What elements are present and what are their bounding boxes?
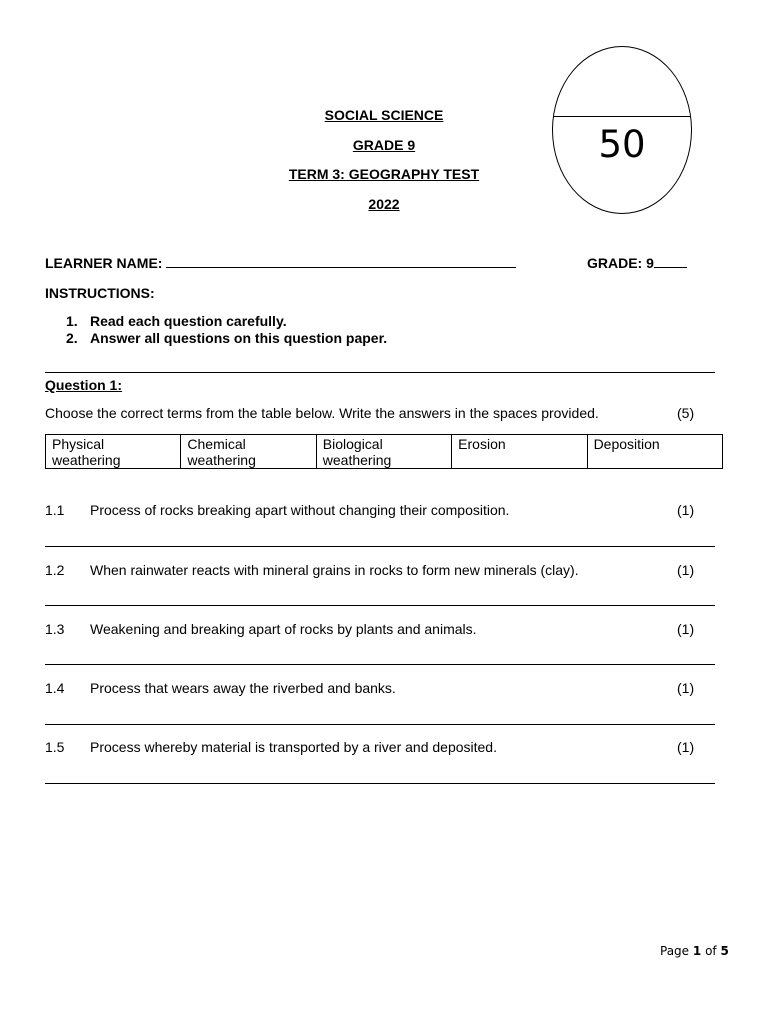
grade-title: GRADE 9	[352, 137, 416, 153]
subject-title: SOCIAL SCIENCE	[324, 107, 444, 123]
term-cell: Chemical weathering	[181, 435, 316, 469]
item-text: Process whereby material is transported by a river and deposited.	[90, 739, 497, 755]
instruction-item: 2. Answer all questions on this question paper.	[66, 330, 388, 346]
instruction-item: 1. Read each question carefully.	[66, 313, 287, 329]
item-number: 1.3	[45, 621, 65, 637]
question-marks: (5)	[677, 405, 695, 421]
learner-name-row	[45, 255, 516, 271]
answer-line[interactable]	[45, 546, 715, 547]
instructions-title: INSTRUCTIONS:	[45, 285, 155, 301]
page-footer: Page 1 of 5	[660, 944, 729, 958]
item-number: 1.4	[45, 680, 65, 696]
test-title: TERM 3: GEOGRAPHY TEST	[288, 166, 480, 182]
item-marks: (1)	[677, 502, 695, 518]
item-number: 1.5	[45, 739, 65, 755]
answer-line[interactable]	[45, 605, 715, 606]
page-total: 5	[720, 944, 729, 958]
item-text: Weakening and breaking apart of rocks by plants and animals.	[90, 621, 477, 637]
year-title: 2022	[368, 196, 400, 212]
item-text: When rainwater reacts with mineral grains in rocks to form new minerals (clay).	[90, 562, 579, 578]
grade-label: GRADE: 9	[587, 255, 654, 271]
term-cell: Deposition	[587, 435, 722, 469]
item-text: Process that wears away the riverbed and banks.	[90, 680, 396, 696]
term-cell: Physical weathering	[46, 435, 181, 469]
item-number: 1.1	[45, 502, 65, 518]
learner-name-blank[interactable]	[166, 255, 516, 268]
grade-row	[587, 255, 687, 271]
section-divider	[45, 372, 715, 373]
question-title: Question 1:	[45, 377, 123, 393]
answer-line[interactable]	[45, 724, 715, 725]
item-marks: (1)	[677, 739, 695, 755]
item-marks: (1)	[677, 680, 695, 696]
score-total: 50	[598, 123, 646, 166]
grade-blank[interactable]	[654, 255, 687, 268]
item-marks: (1)	[677, 621, 695, 637]
item-text: Process of rocks breaking apart without changing their composition.	[90, 502, 510, 518]
item-marks: (1)	[677, 562, 695, 578]
learner-name-label: LEARNER NAME:	[45, 255, 163, 271]
item-number: 1.2	[45, 562, 65, 578]
terms-table	[45, 434, 723, 469]
term-cell: Biological weathering	[316, 435, 451, 469]
score-divider	[553, 116, 691, 117]
term-cell: Erosion	[452, 435, 587, 469]
answer-line[interactable]	[45, 664, 715, 665]
answer-line[interactable]	[45, 783, 715, 784]
question-prompt: Choose the correct terms from the table below. Write the answers in the spaces provided.	[45, 405, 599, 421]
page-number: 1	[692, 944, 702, 958]
